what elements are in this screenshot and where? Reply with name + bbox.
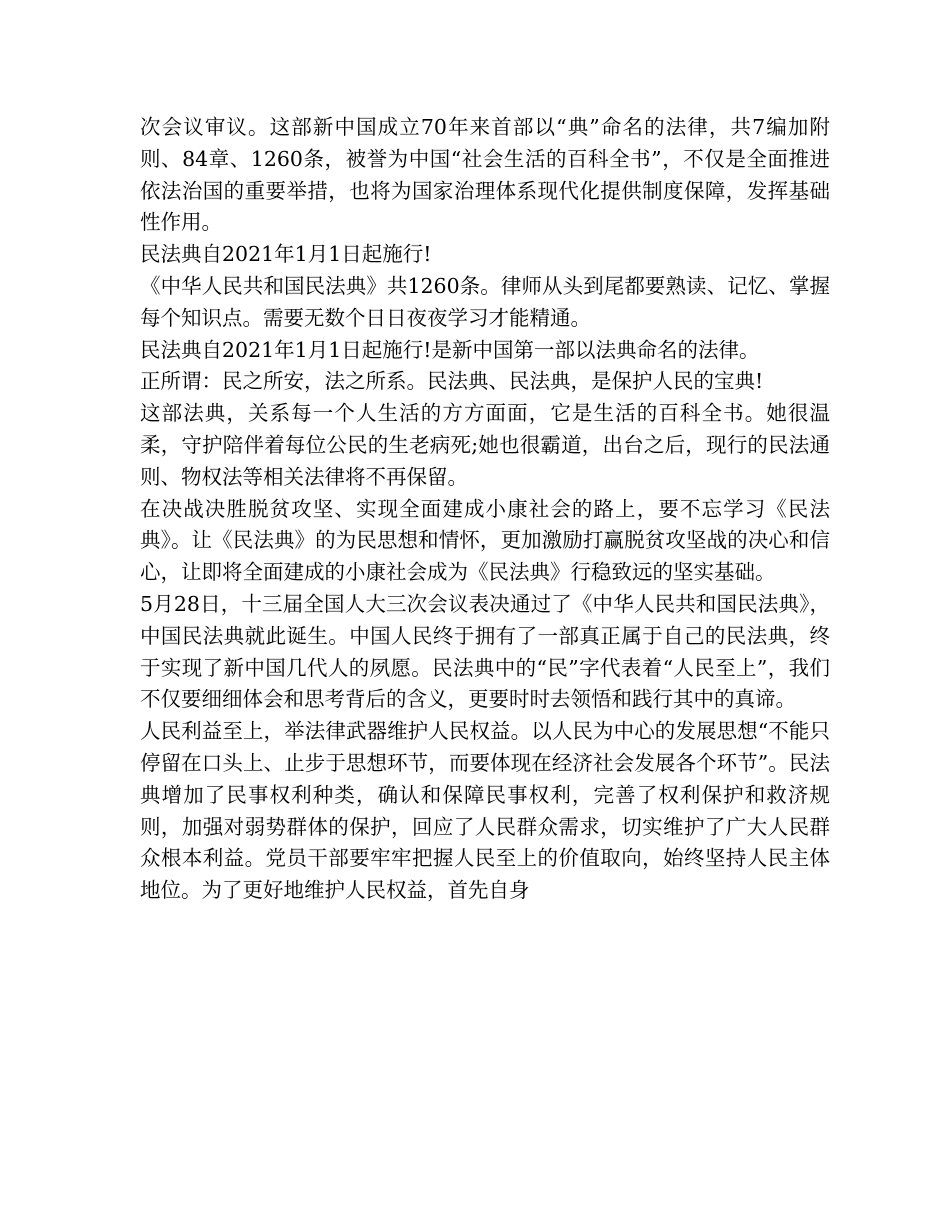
paragraph-4: 民法典自2021年1月1日起施行!是新中国第一部以法典命名的法律。 bbox=[140, 337, 760, 362]
paragraph-7: 在决战决胜脱贫攻坚、实现全面建成小康社会的路上，要不忘学习《民法典》。让《民法典》的为民思想和情怀，更加激励打赢脱贫攻坚战的决心和信心，让即将全面建成的小康社会成为《民法典》行稳致远的坚实基础。 bbox=[140, 496, 830, 585]
paragraph-1: 次会议审议。这部新中国成立70年来首部以“典”命名的法律，共7编加附则、84章、1260条，被誉为中国“社会生活的百科全书”，不仅是全面推进依法治国的重要举措，也将为国家治理体系现代化提供制度保障，发挥基础性作用。 bbox=[140, 115, 830, 235]
paragraph-8: 5月28日，十三届全国人大三次会议表决通过了《中华人民共和国民法典》，中国民法典就此诞生。中国人民终于拥有了一部真正属于自己的民法典，终于实现了新中国几代人的夙愿。民法典中的“民”字代表着“人民至上”，我们不仅要细细体会和思考背后的含义，更要时时去领悟和践行其中的真谛。 bbox=[140, 591, 830, 712]
paragraph-6: 这部法典，关系每一个人生活的方方面面，它是生活的百科全书。她很温柔，守护陪伴着每位公民的生老病死;她也很霸道，出台之后，现行的民法通则、物权法等相关法律将不再保留。 bbox=[140, 401, 830, 489]
paragraph-9: 人民利益至上，举法律武器维护人民权益。以人民为中心的发展思想“不能只停留在口头上、止步于思想环节，而要体现在经济社会发展各个环节”。民法典增加了民事权利种类，确认和保障民事权利，完善了权利保护和救济规则，加强对弱势群体的保护，回应了人民群众需求，切实维护了广大人民群众根本利益。党员干部要牢牢把握人民至上的价值取向，始终坚持人民主体地位。为了更好地维护人民权益，首先自身 bbox=[140, 719, 830, 903]
paragraph-3: 《中华人民共和国民法典》共1260条。律师从头到尾都要熟读、记忆、掌握每个知识点。需要无数个日日夜夜学习才能精通。 bbox=[140, 273, 830, 330]
document-body bbox=[140, 112, 830, 907]
paragraph-2: 民法典自2021年1月1日起施行! bbox=[140, 242, 432, 267]
paragraph-5: 正所谓：民之所安，法之所系。民法典、民法典，是保护人民的宝典! bbox=[140, 369, 764, 394]
